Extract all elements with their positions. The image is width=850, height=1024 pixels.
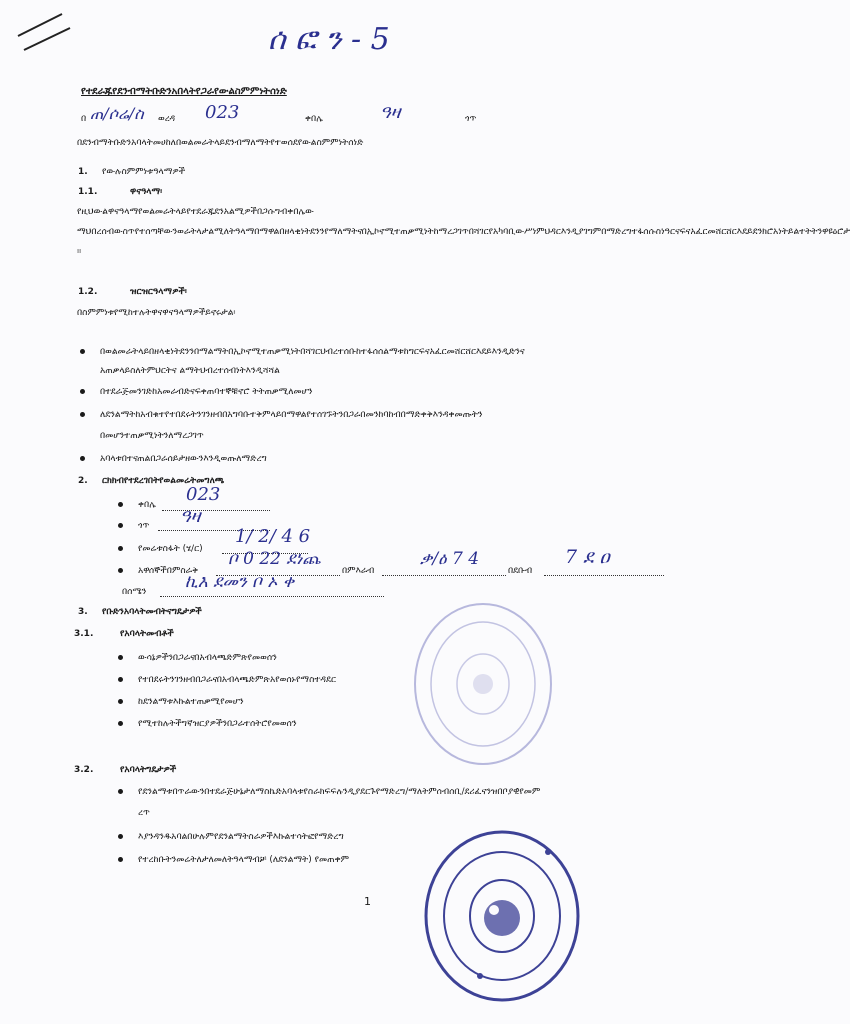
bullet-dot [118, 523, 123, 528]
kebele-value: 023 [186, 484, 221, 505]
section-3-number: 3. [78, 607, 88, 617]
east-border-value: ቦ 0 22 ደነጨ [228, 549, 321, 569]
got-label: ጎጥ [138, 521, 150, 531]
bullet-dot [118, 857, 123, 862]
intro-got-label: ጎጥ [465, 114, 477, 124]
bullet-dot [80, 349, 85, 354]
intro-kebele-label: ቀበሌ [305, 114, 323, 124]
bullet-dot [80, 412, 85, 417]
north-border-value: ኪእ ደመን ቦ ኦ ቀ [185, 572, 295, 592]
intro-text: በደንብማትቡድንአባላትመሀከለበወልመራትላይደንብማለማትየተወሰደየውልስምምነትሰነድ [77, 138, 364, 148]
dotted-line [382, 575, 506, 576]
bullet-dot [80, 389, 85, 394]
bullet-dot [118, 568, 123, 573]
page-number: 1 [364, 895, 371, 908]
south-border-label: በደቡብ [508, 566, 533, 576]
west-border-value: ቃ/ዕ 7 4 [420, 549, 480, 569]
list-item: ከደንልማቱእኩልተጠቃሚየመሆን [138, 697, 244, 707]
south-border-value: 7 ደ ዐ [565, 546, 610, 568]
north-border-label: በሰሜን [122, 587, 147, 597]
intro-zone-label: ወረዳ [158, 114, 176, 124]
dotted-line [544, 575, 664, 576]
list-item: ውሳኔዎችንበጋራናበአብላጫድምጽየመወሰን [138, 653, 277, 663]
list-item: አባላቱበተናጠልበጋራሰይታዘውንእንዲወጡለማድረግ [100, 454, 267, 464]
kebele-label: ቀበሌ [138, 500, 156, 510]
list-item: በመሆንተጠቃሚነትንለማረጋገጥ [100, 431, 204, 441]
bullet-dot [118, 699, 123, 704]
bullet-dot [118, 677, 123, 682]
bullet-dot [118, 655, 123, 660]
list-item: የደንልማቱበጥራውንበተደራጅሁኔታለማስኬድአባላቱየስራክፍፍሉንዲያደርጉየማድረግ/ማለትምሰብሰቢ/ደሪፈናንዝበቦያዊየመም [138, 787, 541, 797]
official-stamp [420, 826, 585, 1006]
list-item: የሚተከሉትችግኛዝርያዎችንበጋራተሰትሮየመወሰን [138, 719, 297, 729]
bullet-dot [118, 546, 123, 551]
west-border-label: በምእራብ [342, 566, 375, 576]
handwritten-reference: ሰ ፎ ን - 5 [268, 22, 390, 57]
section-1-2-number: 1.2. [78, 287, 98, 297]
list-item: በወልመራትላይበዘላቂነትደንንበማልማትበኢኮኖሚተጠቃሚነትበሻገርህብረተሰቡከተፋሰሰልማቱከግርፍናአፈርመሸርሸርእደይእንዲድንና [100, 347, 525, 357]
intro-woreda-value: 023 [205, 102, 240, 123]
section-1-1-title: ዋናዓላማ፡ [130, 187, 163, 197]
intro-kebele-value: ዓዛ [380, 102, 401, 123]
handwritten-slash-marks [14, 8, 74, 52]
section-1-title: የውሉስምምነቱዓላማዎች [102, 167, 186, 177]
bullet-dot [118, 834, 123, 839]
section-1-2-intro: በስምምነቱየሚከተሉትዋናዋናዓላማዎችይኖሩታል፡ [77, 308, 236, 318]
list-item: በተደራጅመንገድከአመራብድናፍቀጠባተኞቹኖሮ ትትጠቃሚለመሆን [100, 387, 313, 397]
bullet-dot [118, 721, 123, 726]
section-2-title: ርክክብየተደረገበትየወልመሬትመግለጫ [102, 476, 225, 486]
got-value: ዓዛ [180, 506, 201, 527]
dotted-line [160, 596, 384, 597]
bullet-dot [118, 789, 123, 794]
area-value: 1/ 2/ 4 6 [235, 526, 311, 547]
list-item: ረጥ [138, 808, 150, 818]
dotted-line [162, 510, 270, 511]
section-2-number: 2. [78, 476, 88, 486]
list-item: እያንዳንዱአባልበሁሉምየደንልማትስራዎችእኩልተሳትፎየማድረግ [138, 832, 344, 842]
list-item: የተበደሩትንገንዘብበጋራናበአብላጫድምጽአየወሰኑየማስተዳደር [138, 675, 336, 685]
east-border-label: አዋሰኞችበምስራቅ [138, 566, 199, 576]
section-3-title: የቡድንአባላትመብትናግዴታዎች [102, 607, 202, 617]
section-1-2-title: ዝርዝርዓላማዎች፡ [130, 287, 187, 297]
list-item: ለደንልማትከአብቁተየተበደሩትንገንዘብበአግባቡተቅምላይበማዋልየተሰገኙትንበጋራበመንከባከብበማድቀቅእንዳቀመጡትን [100, 410, 483, 420]
list-item: አጠቃላይስለትምህርትና ልማትህብረተሰብነትእንዲሻሻል [100, 366, 280, 376]
section-3-2-number: 3.2. [74, 765, 94, 775]
faint-official-stamp [408, 596, 558, 771]
intro-zone-value: ጠ/ሶሬ/ስ [90, 104, 144, 123]
bullet-dot [80, 456, 85, 461]
section-1-1-number: 1.1. [78, 187, 98, 197]
section-1-number: 1. [78, 167, 88, 177]
bullet-dot [118, 502, 123, 507]
section-3-2-title: የአባላትግዴታዎች [120, 765, 177, 775]
area-label: የመሬቱስፋት (ሄ/ር) [138, 544, 203, 554]
section-1-1-paragraph: የዚህውልዋናዓላማየወልመራትላይየተደራጁደንአልሚዎችበጋሱግብቀበሌው ማህበረሰብውስጥየተሰጣቸውንወራትላታልሚለትዓላማበማዋልበዘላቂነትደንንየማለማትናበኢኮኖሚተጠቃሚነትከማረጋገጥበሻገርየአካባቢውሥነምህዳርእንዲያገግምበማድረግተፋሰሱስነዓርናፍናአፈርመሸርሸርእደይደንክሮአነትይልተትትንዋዩዕሮታ ። [77, 207, 850, 257]
intro-prefix: በ [81, 114, 87, 124]
document-title: የተደራጁየደንብማትቡድንአበላትየጋራየውልስምምነትሰነድ [81, 86, 287, 97]
section-3-1-number: 3.1. [74, 629, 94, 639]
section-3-1-title: የአባላትመብቶች [120, 629, 174, 639]
list-item: የተረከቡትንመሬትለታለመለትዓላማብቻ (ለደንልማት) የመጠቀም [138, 855, 350, 865]
